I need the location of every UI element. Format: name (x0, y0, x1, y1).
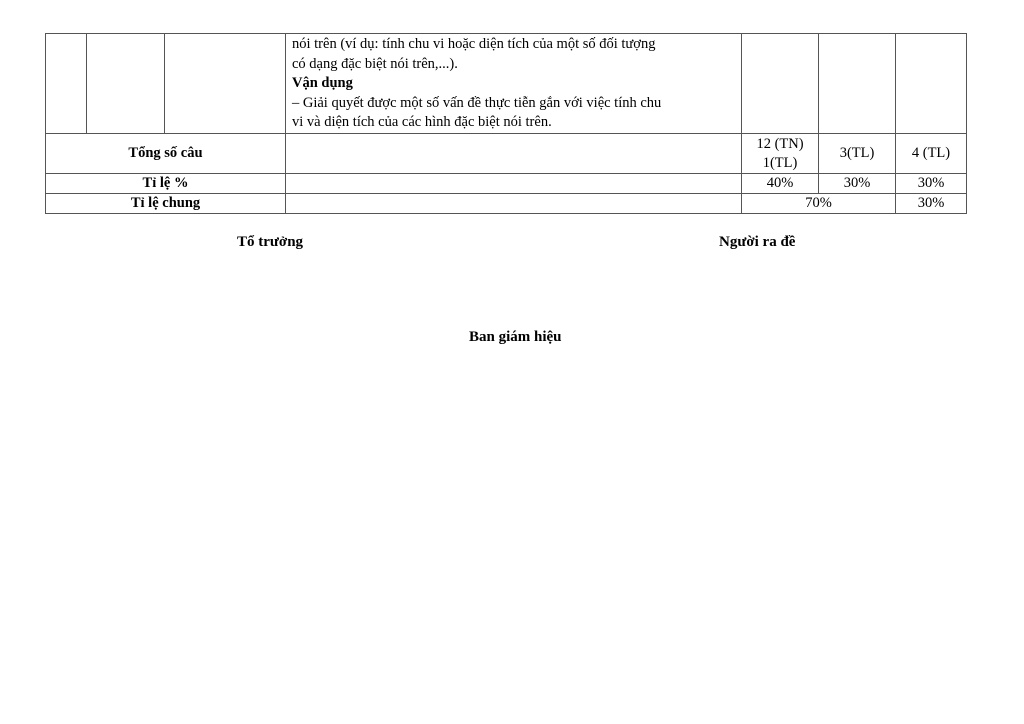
exam-matrix-table (45, 33, 967, 214)
empty-cell (286, 134, 742, 174)
total-questions-row (46, 134, 967, 174)
empty-cell (819, 34, 896, 134)
empty-cell (46, 34, 87, 134)
total-questions-col1 (742, 134, 819, 174)
content-row (46, 34, 967, 134)
total-questions-col1-line1: 12 (TN) (756, 135, 804, 152)
empty-cell (165, 34, 286, 134)
general-ratio-col3: 30% (896, 194, 967, 214)
empty-cell (286, 194, 742, 214)
ratio-row (46, 174, 967, 194)
total-questions-col1-line2: 1(TL) (762, 154, 798, 171)
empty-cell (742, 34, 819, 134)
ratio-col1: 40% (742, 174, 819, 194)
ratio-col3: 30% (896, 174, 967, 194)
ratio-col2: 30% (819, 174, 896, 194)
general-ratio-label: Tỉ lệ chung (46, 194, 286, 214)
description-line: có dạng đặc biệt nói trên,...). (292, 55, 458, 72)
description-line: vi và diện tích của các hình đặc biệt nói trên. (292, 114, 552, 130)
application-heading: Vận dụng (292, 75, 353, 91)
board-signature-label: Ban giám hiệu (469, 329, 562, 345)
requirement-description-cell (286, 34, 742, 134)
ratio-label: Tỉ lệ % (46, 174, 286, 194)
total-questions-col2: 3(TL) (819, 134, 896, 174)
empty-cell (87, 34, 165, 134)
empty-cell (896, 34, 967, 134)
author-signature-label: Người ra đề (719, 234, 796, 250)
description-line: – Giải quyết được một số vấn đề thực tiễn gắn với việc tính chu (292, 94, 662, 111)
general-ratio-col12: 70% (742, 194, 896, 214)
total-questions-col3: 4 (TL) (896, 134, 967, 174)
group-head-signature-label: Tổ trưởng (237, 234, 304, 250)
empty-cell (286, 174, 742, 194)
general-ratio-row (46, 194, 967, 214)
description-line: nói trên (ví dụ: tính chu vi hoặc diện tích của một số đối tượng (292, 36, 656, 52)
total-questions-label: Tổng số câu (46, 134, 286, 174)
